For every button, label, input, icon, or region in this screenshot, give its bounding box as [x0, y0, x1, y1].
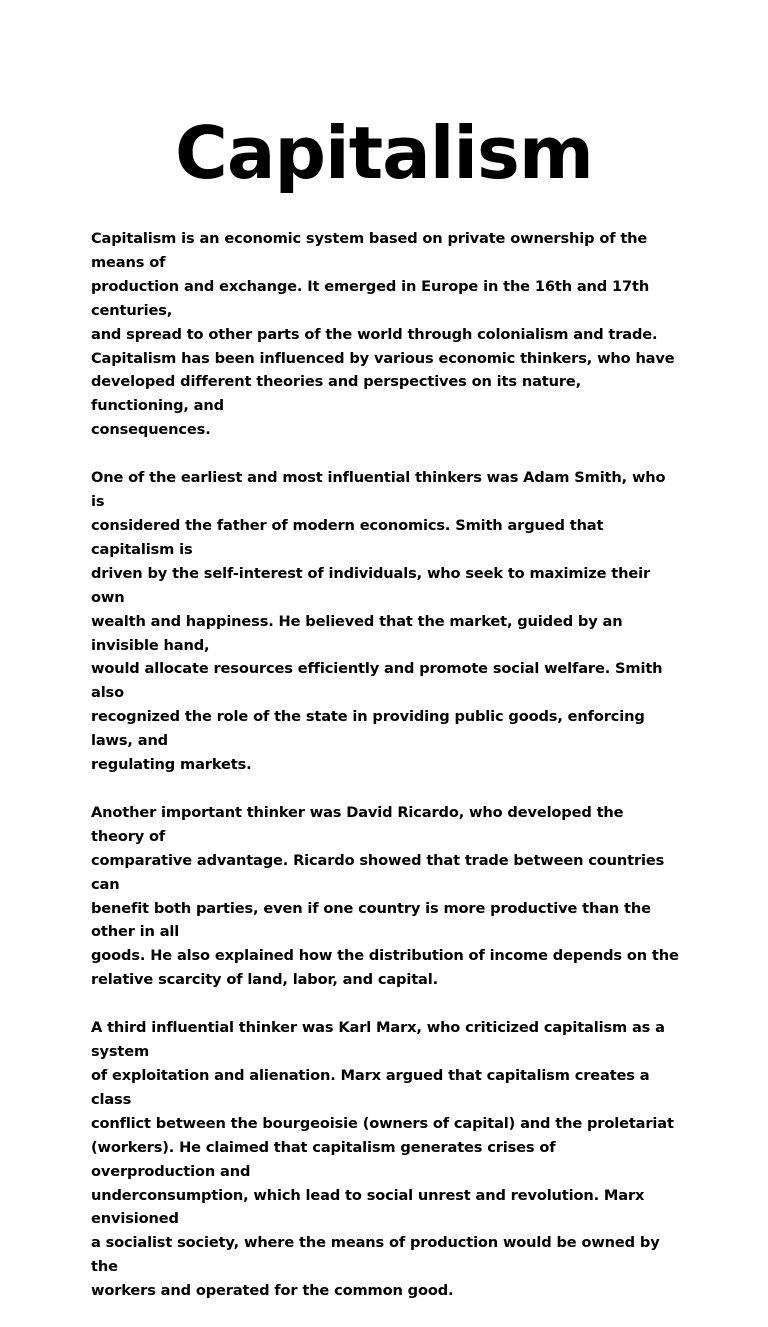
document-body — [91, 227, 681, 1327]
paragraph-intro: Capitalism is an economic system based on private ownership of the means of production and exchange. It emerged in Europe in the 16th and 17th centuries, and spread to other parts of the world through colonialism and trade. Capitalism has been influenced by various economic thinkers, who have developed different theories and perspectives on its nature, functioning, and consequences. — [91, 230, 675, 439]
paragraph-david-ricardo: Another important thinker was David Ricardo, who developed the theory of comparative advantage. Ricardo showed that trade between countries can benefit both parties, even if one country is more productive than the other in all goods. He also explained how the distribution of income depends on the relative scarcity of land, labor, and capital. — [91, 803, 679, 989]
document-title: Capitalism — [175, 111, 593, 195]
paragraph-adam-smith: One of the earliest and most influential thinkers was Adam Smith, who is considered the father of modern economics. Smith argued that capitalism is driven by the self-interest of individuals, who seek to maximize their own wealth and happiness. He believed that the market, guided by an invisible hand, would allocate resources efficiently and promote social welfare. Smith also recognized the role of the state in providing public goods, enforcing laws, and regulating markets. — [91, 469, 666, 774]
paragraph-karl-marx: A third influential thinker was Karl Marx, who criticized capitalism as a system of exploitation and alienation. Marx argued that capitalism creates a class conflict between the bourgeoisie (owners of capital) and the proletariat (workers). He claimed that capitalism generates crises of overproduction and underconsumption, which lead to social unrest and revolution. Marx envisioned a socialist society, where the means of production would be owned by the workers and operated for the common good. — [91, 1019, 674, 1300]
